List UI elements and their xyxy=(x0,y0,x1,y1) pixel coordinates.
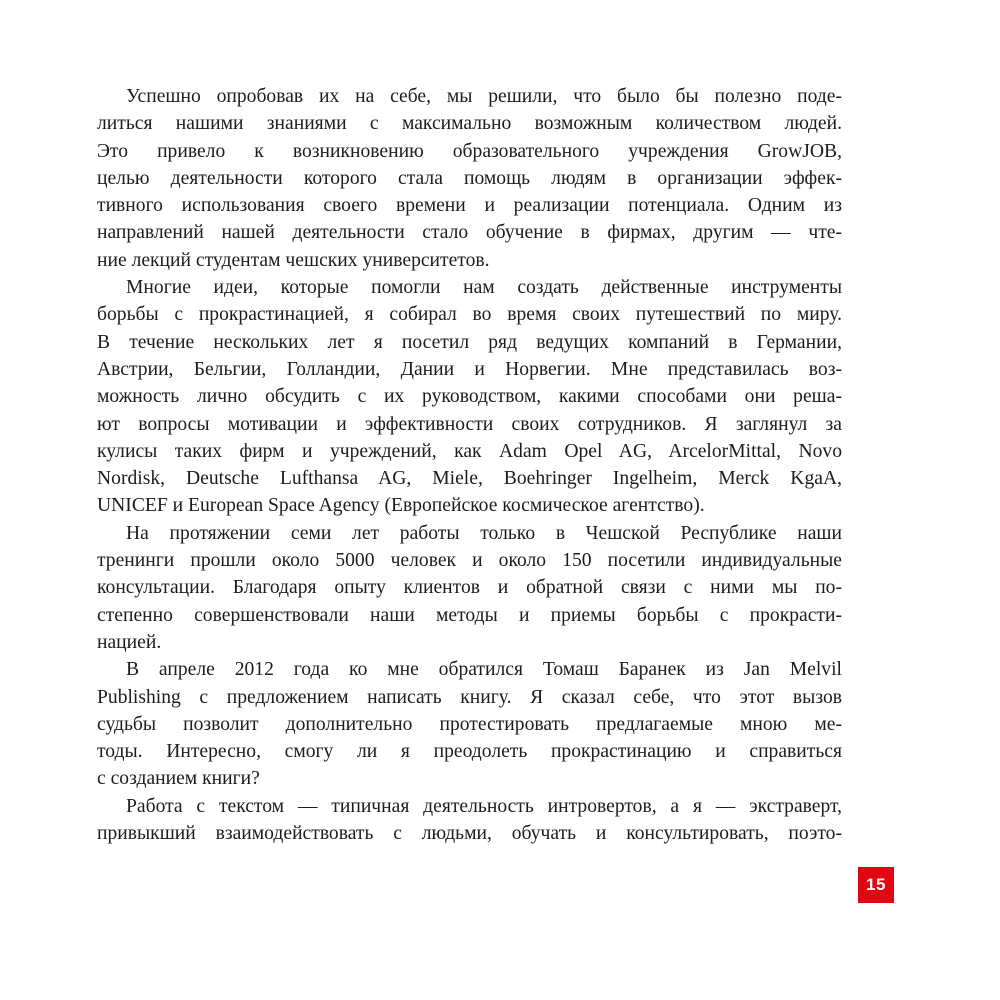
text-line: судьбы позволит дополнительно протестировать предлагаемые мною ме- xyxy=(97,713,842,735)
text-line: направлений нашей деятельности стало обучение в фирмах, другим — чте- xyxy=(97,222,842,244)
page-number: 15 xyxy=(866,875,886,894)
text-line: тоды. Интересно, смогу ли я преодолеть прокрастинацию и справиться xyxy=(97,741,842,763)
text-line: ние лекций студентам чешских университетов. xyxy=(97,249,490,271)
paragraph-5 xyxy=(97,793,842,848)
text-line: борьбы с прокрастинацией, я собирал во время своих путешествий по миру. xyxy=(97,304,842,326)
text-line: можность лично обсудить с их руководством, какими способами они реша- xyxy=(97,386,842,408)
body-text xyxy=(97,83,842,847)
text-line: Это привело к возникновению образовательного учреждения GrowJOB, xyxy=(97,140,842,162)
text-line: Nordisk, Deutsche Lufthansa AG, Miele, Boehringer Ingelheim, Merck KgaA, xyxy=(97,468,842,490)
text-line: На протяжении семи лет работы только в Чешской Республике наши xyxy=(126,522,842,544)
text-line: тивного использования своего времени и реализации потенциала. Одним из xyxy=(97,195,842,217)
text-line: В апреле 2012 года ко мне обратился Томаш Баранек из Jan Melvil xyxy=(126,659,842,681)
text-line: нацией. xyxy=(97,631,162,653)
paragraph-3 xyxy=(97,520,842,656)
text-line: Многие идеи, которые помогли нам создать действенные инструменты xyxy=(126,277,842,299)
text-line: UNICEF и European Space Agency (Европейское космическое агентство). xyxy=(97,495,705,517)
paragraph-4 xyxy=(97,656,842,792)
text-line: тренинги прошли около 5000 человек и около 150 посетили индивидуальные xyxy=(97,550,842,572)
text-line: кулисы таких фирм и учреждений, как Adam Opel AG, ArcelorMittal, Novo xyxy=(97,440,842,462)
paragraph-2 xyxy=(97,274,842,520)
text-line: степенно совершенствовали наши методы и приемы борьбы с прокрасти- xyxy=(97,604,842,626)
text-line: Publishing с предложением написать книгу. Я сказал себе, что этот вызов xyxy=(97,686,842,708)
text-line: консультации. Благодаря опыту клиентов и обратной связи с ними мы по- xyxy=(97,577,842,599)
text-line: Австрии, Бельгии, Голландии, Дании и Норвегии. Мне представилась воз- xyxy=(97,358,842,380)
text-line: Успешно опробовав их на себе, мы решили, что было бы полезно поде- xyxy=(126,86,842,107)
page-number-badge xyxy=(858,867,894,903)
text-line: ют вопросы мотивации и эффективности своих сотрудников. Я заглянул за xyxy=(97,413,842,435)
paragraph-1 xyxy=(97,83,842,274)
text-line: Работа с текстом — типичная деятельность интровертов, а я — экстраверт, xyxy=(126,795,842,817)
text-line: литься нашими знаниями с максимально возможным количеством людей. xyxy=(97,113,842,135)
text-line: с созданием книги? xyxy=(97,768,260,790)
text-line: целью деятельности которого стала помощь людям в организации эффек- xyxy=(97,167,842,189)
text-line: привыкший взаимодействовать с людьми, обучать и консультировать, поэто- xyxy=(97,823,842,845)
text-line: В течение нескольких лет я посетил ряд ведущих компаний в Германии, xyxy=(97,331,842,353)
